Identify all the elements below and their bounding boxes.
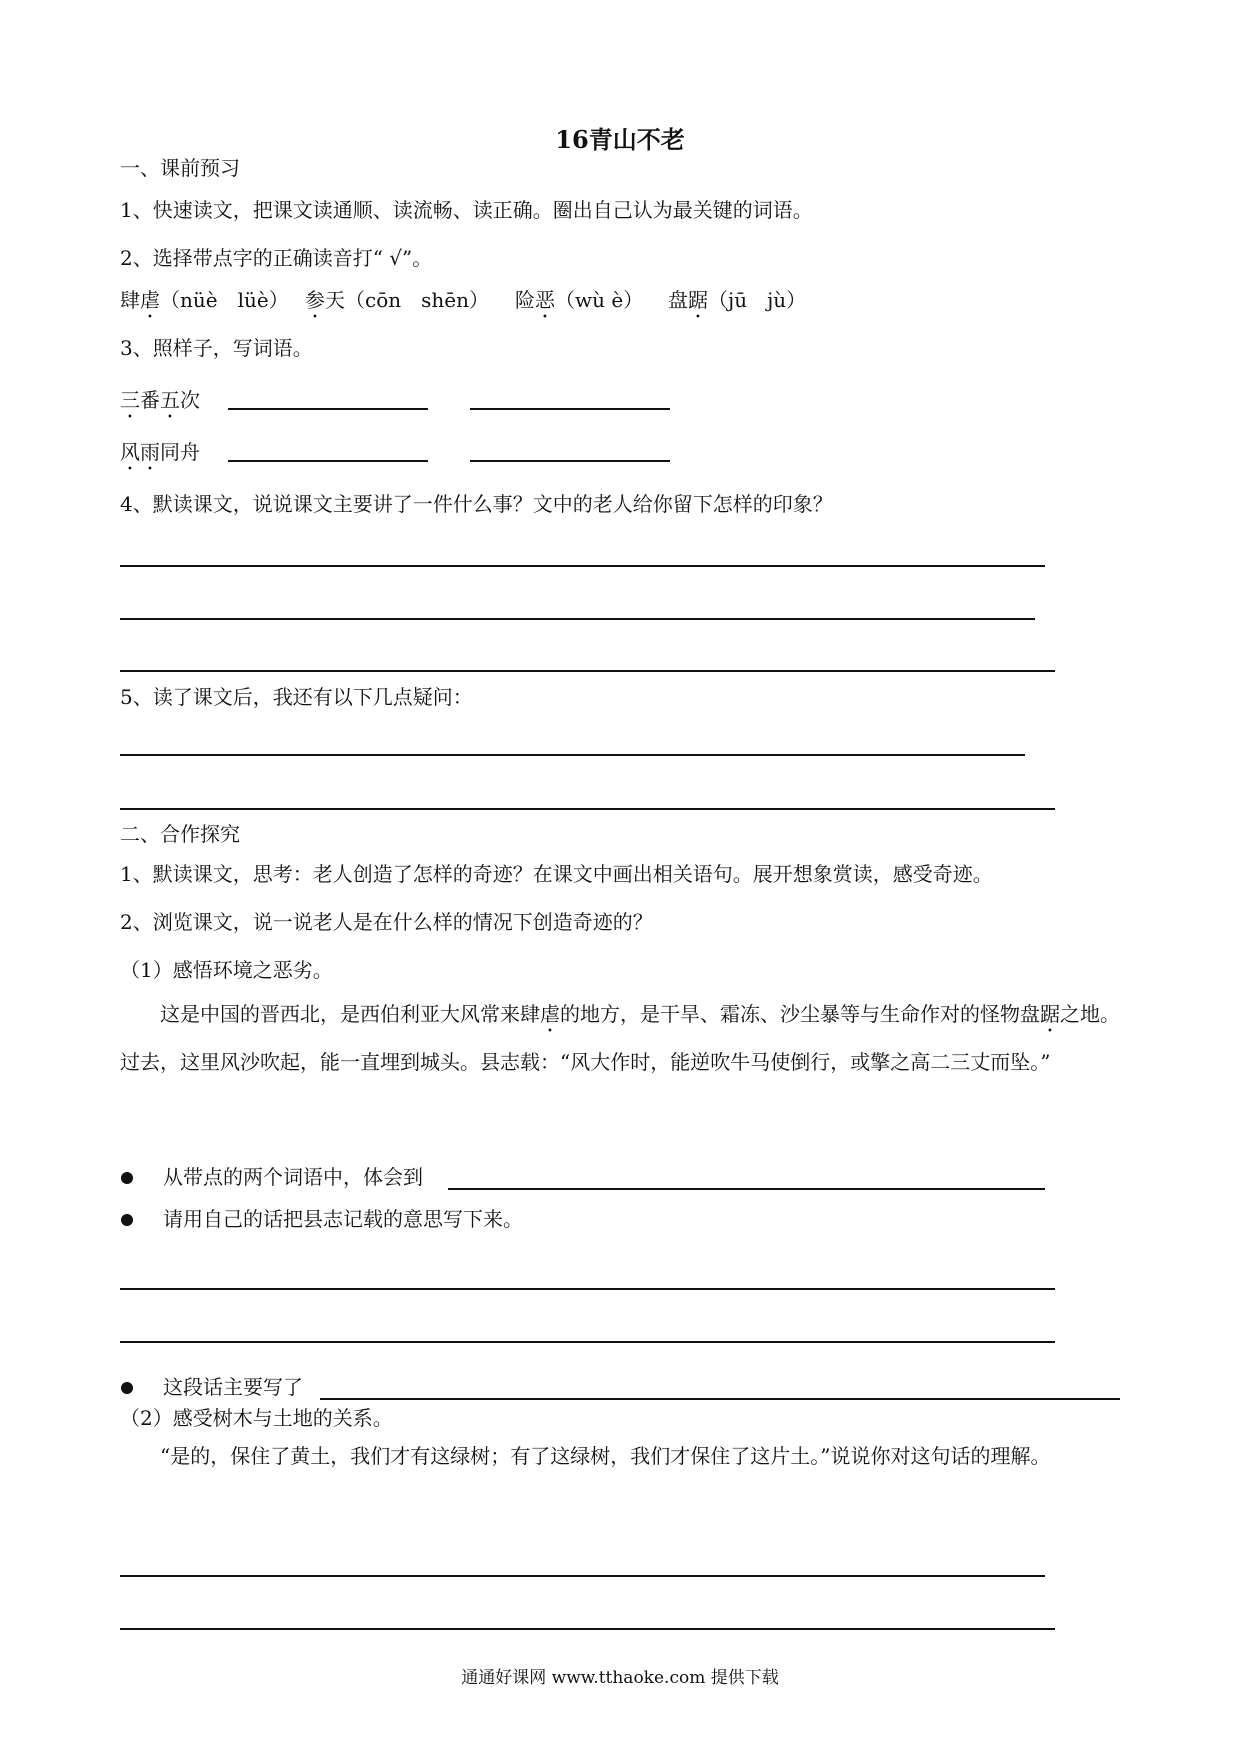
bullet-item-2: 请用自己的话把县志记载的意思写下来。: [163, 1207, 523, 1231]
answer-line[interactable]: [120, 808, 1055, 810]
footer-text: 通通好课网 www.tthaoke.com 提供下载: [461, 1668, 779, 1688]
answer-blank[interactable]: [470, 460, 670, 462]
answer-line[interactable]: [120, 1341, 1055, 1343]
page-title: 16青山不老: [555, 125, 685, 154]
answer-line[interactable]: [120, 1575, 1045, 1577]
pinyin-item-1: 肆虐（nüè lüè）: [120, 288, 289, 312]
answer-line[interactable]: [120, 565, 1045, 567]
answer-line[interactable]: [120, 670, 1055, 672]
section-heading-2: 二、合作探究: [120, 822, 240, 846]
bullet-item-1: 从带点的两个词语中，体会到: [163, 1165, 423, 1189]
question-3: 3、照样子，写词语。: [120, 336, 313, 360]
sub-question-2: （2）感受树木与土地的关系。: [120, 1406, 393, 1430]
question-2-2: 2、浏览课文，说一说老人是在什么样的情况下创造奇迹的？: [120, 910, 653, 934]
pinyin-item-4: 盘踞（jū jù）: [668, 288, 807, 312]
question-1: 1、快速读文，把课文读通顺、读流畅、读正确。圈出自己认为最关键的词语。: [120, 198, 813, 222]
answer-line[interactable]: [120, 618, 1035, 620]
question-5: 5、读了课文后，我还有以下几点疑问：: [120, 685, 473, 709]
pinyin-item-3: 险恶（wù è）: [515, 288, 644, 312]
answer-blank[interactable]: [470, 408, 670, 410]
question-4: 4、默读课文，说说课文主要讲了一件什么事？文中的老人给你留下怎样的印象？: [120, 492, 833, 516]
dotted-char: 虐: [140, 288, 160, 312]
answer-line[interactable]: [120, 1288, 1055, 1290]
question-2-1: 1、默读课文，思考：老人创造了怎样的奇迹？在课文中画出相关语句。展开想象赏读，感受奇迹。: [120, 862, 993, 886]
answer-line[interactable]: [120, 1628, 1055, 1630]
answer-blank[interactable]: [228, 408, 428, 410]
quote-passage: “是的，保住了黄土，我们才有这绿树；有了这绿树，我们才保住了这片土。”说说你对这句话的理解。: [160, 1444, 1051, 1468]
example-phrase-2: 风雨同舟: [120, 440, 200, 464]
answer-blank[interactable]: [448, 1188, 1045, 1190]
answer-line[interactable]: [120, 754, 1025, 756]
dotted-char: 恶: [535, 288, 555, 312]
question-2: 2、选择带点字的正确读音打“ √”。: [120, 246, 433, 270]
section-heading-1: 一、课前预习: [120, 156, 240, 180]
bullet-icon: [121, 1214, 133, 1226]
passage: 这是中国的晋西北，是西伯利亚大风常来肆虐的地方，是干旱、霜冻、沙尘暴等与生命作对的怪物盘踞之地。过去，这里风沙吹起，能一直埋到城头。县志载：“风大作时，能逆吹牛马使倒行，或擎之高二三丈而坠。”: [120, 1002, 1120, 1074]
answer-blank[interactable]: [228, 460, 428, 462]
answer-blank[interactable]: [320, 1398, 1120, 1400]
bullet-icon: [121, 1382, 133, 1394]
dotted-char: 参: [305, 288, 325, 312]
pinyin-item-2: 参天（cōn shēn）: [305, 288, 489, 312]
bullet-item-3: 这段话主要写了: [163, 1375, 303, 1399]
dotted-char: 踞: [688, 288, 708, 312]
sub-question-1: （1）感悟环境之恶劣。: [120, 958, 333, 982]
bullet-icon: [121, 1172, 133, 1184]
example-phrase-1: 三番五次: [120, 388, 200, 412]
